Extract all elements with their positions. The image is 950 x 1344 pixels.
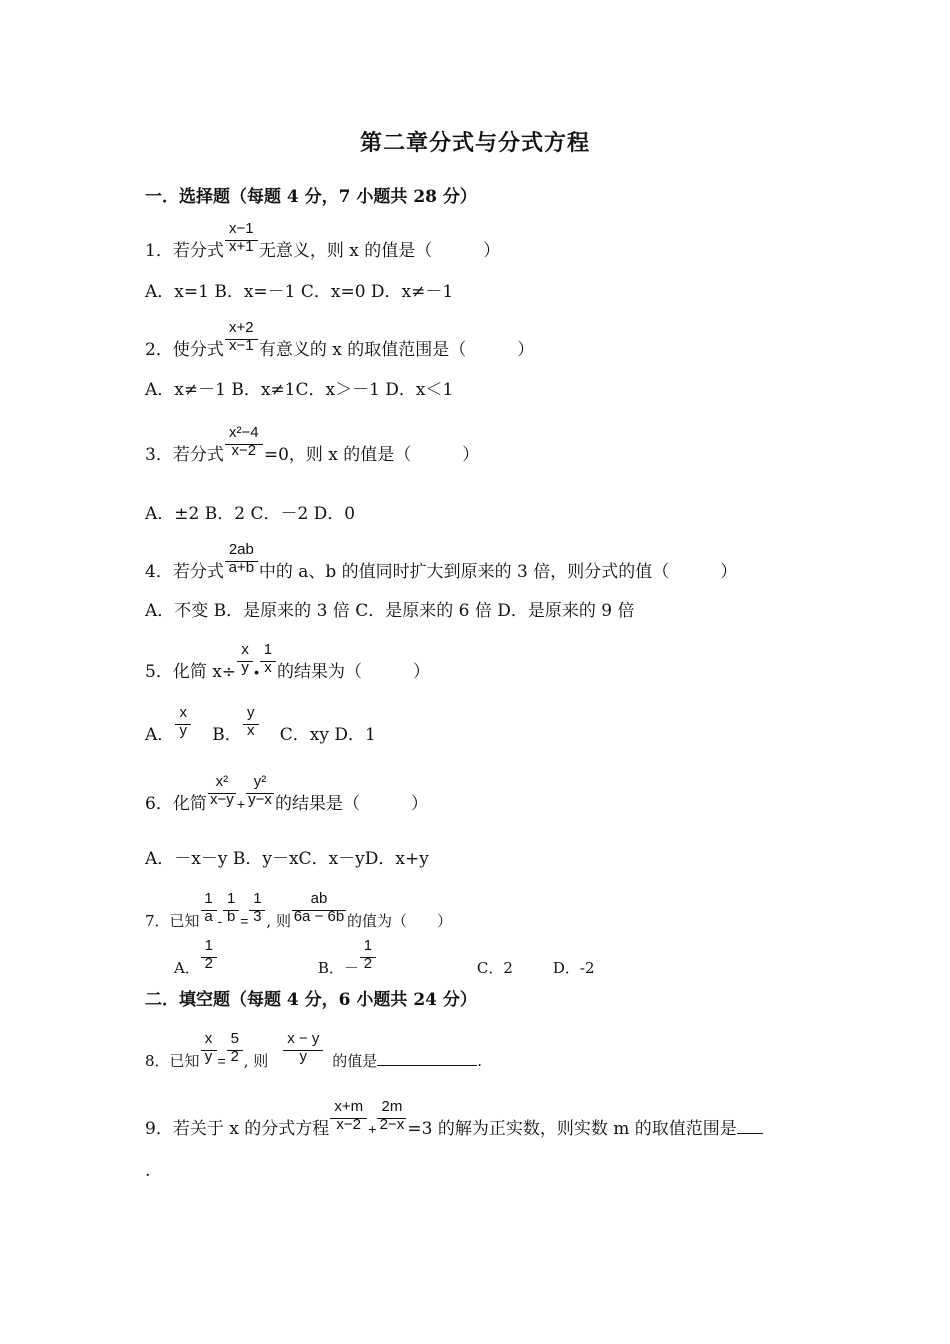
question-8 bbox=[145, 1030, 483, 1073]
denominator: a bbox=[204, 908, 213, 925]
denominator: x−2 bbox=[336, 1116, 362, 1133]
option-b-label: B． bbox=[212, 725, 242, 745]
question-6 bbox=[145, 773, 429, 816]
numerator: x+m bbox=[330, 1096, 367, 1119]
question-7 bbox=[145, 890, 452, 933]
fraction bbox=[225, 319, 258, 362]
fraction bbox=[201, 1030, 217, 1073]
fraction bbox=[201, 890, 217, 933]
question-3 bbox=[145, 424, 480, 467]
fraction bbox=[283, 1030, 323, 1073]
question-text: 5．化简 x÷ bbox=[145, 662, 237, 682]
numerator: x − y bbox=[283, 1028, 323, 1051]
denominator: x bbox=[247, 722, 255, 739]
option-c: C．2 bbox=[476, 959, 513, 977]
denominator: a+b bbox=[228, 559, 255, 576]
denominator: 2 bbox=[230, 1048, 239, 1065]
numerator: x²−4 bbox=[225, 422, 263, 445]
question-text: =3 的解为正实数，则实数 m 的取值范围是 bbox=[407, 1119, 737, 1139]
numerator: 1 bbox=[201, 888, 217, 911]
denominator: x−2 bbox=[231, 442, 257, 459]
fraction bbox=[360, 937, 376, 980]
question-text: 4．若分式 bbox=[145, 562, 224, 582]
numerator: 2ab bbox=[225, 539, 258, 562]
question-9 bbox=[145, 1098, 763, 1141]
question-9-end: . bbox=[145, 1161, 151, 1181]
fraction bbox=[330, 1098, 367, 1141]
numerator: x+2 bbox=[225, 317, 258, 340]
question-text: 中的 a、b 的值同时扩大到原来的 3 倍，则分式的值（ ） bbox=[258, 562, 738, 582]
options-2: A．x≠－1 B．x≠1C．x＞－1 D．x＜1 bbox=[145, 380, 454, 400]
question-5 bbox=[145, 641, 430, 684]
options-1: A．x=1 B．x=－1 C．x=0 D．x≠－1 bbox=[145, 282, 454, 302]
minus-sign: - bbox=[217, 913, 223, 929]
question-text: 3．若分式 bbox=[145, 445, 224, 465]
equals-sign: = bbox=[217, 1053, 226, 1069]
denominator: y bbox=[179, 722, 188, 739]
question-text: 的结果是（ ） bbox=[275, 794, 429, 814]
denominator: x+1 bbox=[229, 238, 254, 255]
fraction bbox=[201, 937, 217, 980]
question-text: 9．若关于 x 的分式方程 bbox=[145, 1119, 330, 1139]
option-d: D．-2 bbox=[552, 959, 595, 977]
fraction bbox=[377, 1098, 406, 1141]
question-text: =0，则 x 的值是（ ） bbox=[263, 445, 480, 465]
denominator: 2 bbox=[204, 955, 214, 972]
fraction bbox=[260, 641, 276, 684]
numerator: x−1 bbox=[225, 218, 258, 241]
denominator: 2 bbox=[363, 955, 373, 972]
options-3: A．±2 B．2 C．－2 D．0 bbox=[145, 504, 356, 524]
fraction bbox=[237, 641, 253, 684]
question-text: , 则 bbox=[243, 1052, 269, 1070]
numerator: 2m bbox=[377, 1096, 406, 1119]
question-1 bbox=[145, 220, 501, 263]
fraction bbox=[225, 220, 258, 263]
question-text: 6．化简 bbox=[145, 794, 207, 814]
section-heading-fill: 二．填空题（每题 4 分，6 小题共 24 分） bbox=[145, 990, 477, 1010]
numerator: 1 bbox=[360, 935, 376, 958]
question-text: 的值是 bbox=[332, 1052, 378, 1070]
question-end: . bbox=[477, 1052, 483, 1070]
option-a-label: A． bbox=[174, 959, 200, 977]
denominator: y bbox=[204, 1048, 213, 1065]
fraction bbox=[243, 704, 259, 747]
numerator: x² bbox=[208, 771, 236, 794]
denominator: y bbox=[241, 659, 249, 676]
numerator: ab bbox=[292, 888, 346, 911]
question-text: , 则 bbox=[266, 912, 291, 930]
option-rest: C．xy D．1 bbox=[279, 725, 376, 745]
denominator: 6a − 6b bbox=[293, 908, 345, 925]
fraction bbox=[249, 890, 265, 933]
fraction bbox=[225, 541, 258, 584]
denominator: 2−x bbox=[379, 1116, 405, 1133]
denominator: y bbox=[299, 1048, 308, 1065]
numerator: 1 bbox=[260, 639, 276, 662]
equals-sign: = bbox=[240, 913, 249, 929]
answer-blank[interactable] bbox=[737, 1119, 763, 1134]
option-b-label: B．－ bbox=[317, 959, 359, 977]
numerator: y bbox=[243, 702, 259, 725]
numerator: y² bbox=[246, 771, 274, 794]
numerator: x bbox=[237, 639, 253, 662]
question-text: 无意义，则 x 的值是（ ） bbox=[258, 241, 501, 261]
numerator: 1 bbox=[249, 888, 265, 911]
plus-sign: + bbox=[236, 796, 246, 812]
options-4: A．不变 B．是原来的 3 倍 C．是原来的 6 倍 D．是原来的 9 倍 bbox=[145, 601, 635, 621]
question-text: 7．已知 bbox=[145, 912, 200, 930]
question-text: 有意义的 x 的取值范围是（ ） bbox=[258, 340, 535, 360]
fraction bbox=[292, 890, 346, 933]
question-2 bbox=[145, 319, 535, 362]
section-heading-choice: 一．选择题（每题 4 分，7 小题共 28 分） bbox=[145, 187, 477, 207]
denominator: b bbox=[227, 908, 236, 925]
denominator: x bbox=[264, 659, 272, 676]
fraction bbox=[223, 890, 239, 933]
page-title: 第二章分式与分式方程 bbox=[359, 130, 590, 156]
denominator: y−x bbox=[248, 791, 272, 808]
question-text: 1．若分式 bbox=[145, 241, 224, 261]
numerator: 1 bbox=[223, 888, 239, 911]
options-7 bbox=[174, 937, 595, 980]
fraction bbox=[246, 773, 274, 816]
denominator: x−1 bbox=[229, 337, 254, 354]
question-text: 的值为（ ） bbox=[346, 912, 452, 930]
denominator: 3 bbox=[253, 908, 262, 925]
plus-sign: + bbox=[368, 1121, 377, 1137]
numerator: 1 bbox=[201, 935, 217, 958]
numerator: 5 bbox=[227, 1028, 243, 1051]
options-6: A．－x－y B．y－xC．x－yD．x+y bbox=[145, 849, 429, 869]
fraction bbox=[175, 704, 191, 747]
question-text: 8．已知 bbox=[145, 1052, 200, 1070]
denominator: x−y bbox=[209, 791, 234, 808]
options-5 bbox=[145, 704, 376, 747]
question-text: 2．使分式 bbox=[145, 340, 224, 360]
multiply-dot: • bbox=[254, 664, 259, 680]
option-a-label: A． bbox=[145, 725, 175, 745]
question-4 bbox=[145, 541, 738, 584]
numerator: x bbox=[201, 1028, 217, 1051]
answer-blank[interactable] bbox=[377, 1051, 477, 1066]
fraction bbox=[208, 773, 236, 816]
fraction bbox=[227, 1030, 243, 1073]
numerator: x bbox=[175, 702, 191, 725]
question-text: 的结果为（ ） bbox=[276, 662, 430, 682]
fraction bbox=[225, 424, 263, 467]
